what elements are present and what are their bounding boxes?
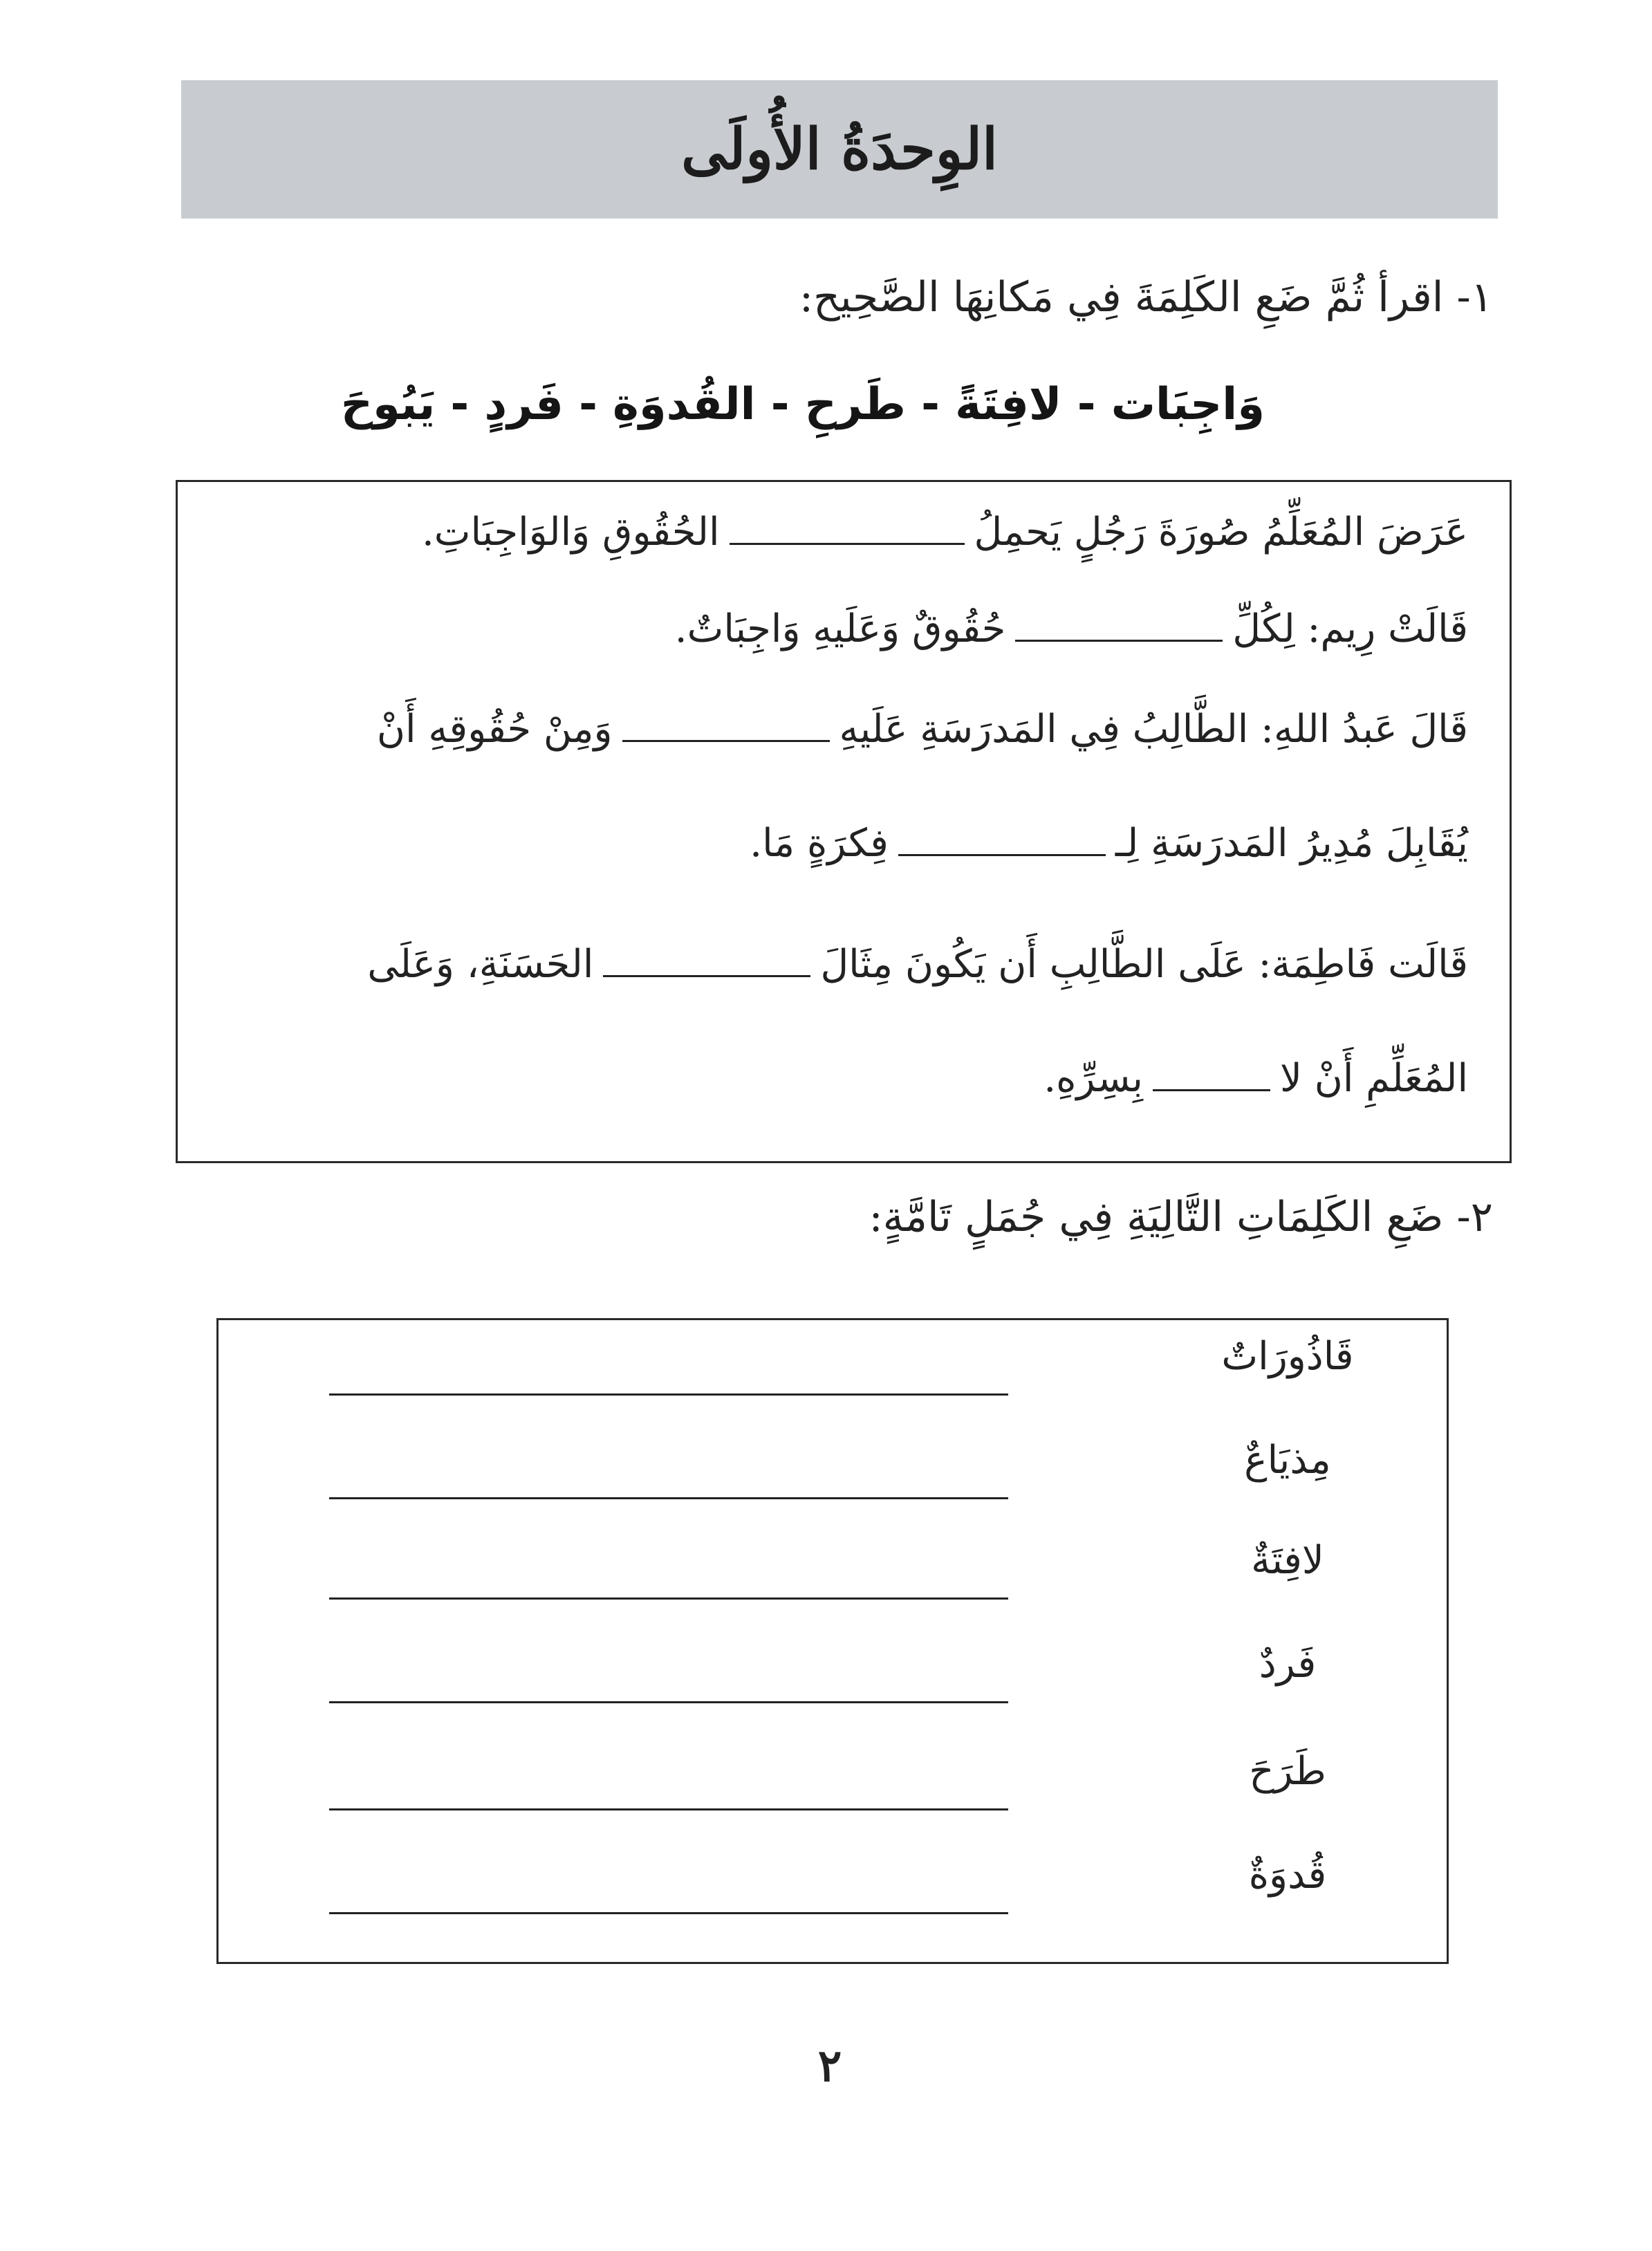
answer-line[interactable] bbox=[329, 1497, 1008, 1499]
page-number: ٢ bbox=[817, 2040, 842, 2092]
vocab-word: قُدوَةٌ bbox=[1248, 1853, 1327, 1898]
sentence-2-start: قَالَتْ رِيم: لِكُلِّ bbox=[1232, 606, 1468, 651]
vocab-word: طَرَحَ bbox=[1249, 1749, 1326, 1794]
vocab-word: فَردٌ bbox=[1259, 1642, 1317, 1687]
fill-sentence-6 bbox=[1043, 1056, 1468, 1101]
vocab-row bbox=[219, 1538, 1447, 1621]
answer-line[interactable] bbox=[329, 1912, 1008, 1914]
answer-line[interactable] bbox=[329, 1808, 1008, 1810]
vocab-row bbox=[219, 1853, 1447, 1936]
blank-4[interactable] bbox=[898, 853, 1106, 856]
vocab-row bbox=[219, 1334, 1447, 1417]
blank-2[interactable] bbox=[1015, 639, 1223, 642]
vocab-word: قَاذُورَاتٌ bbox=[1221, 1334, 1354, 1379]
answer-line[interactable] bbox=[329, 1701, 1008, 1703]
answer-line[interactable] bbox=[329, 1597, 1008, 1600]
sentence-1-start: عَرَضَ المُعَلِّمُ صُورَةَ رَجُلٍ يَحمِلُ bbox=[974, 510, 1468, 555]
sentence-3-end: وَمِنْ حُقُوقِهِ أَنْ bbox=[376, 707, 613, 752]
blank-3[interactable] bbox=[622, 739, 830, 742]
exercise-1-heading: ١- اقرأ ثُمَّ ضَعِ الكَلِمَةَ فِي مَكانِهَا الصَّحِيح: bbox=[799, 273, 1493, 322]
sentence-3-start: قَالَ عَبدُ اللهِ: الطَّالِبُ فِي المَدرَسَةِ عَلَيهِ bbox=[839, 707, 1468, 752]
sentence-1-end: الحُقُوقِ وَالوَاجِبَاتِ. bbox=[421, 510, 720, 555]
sentence-4-end: فِكرَةٍ مَا. bbox=[750, 821, 889, 866]
exercise-2-heading: ٢- ضَعِ الكَلِمَاتِ التَّالِيَةِ فِي جُمَلٍ تَامَّةٍ: bbox=[869, 1193, 1493, 1241]
fill-sentence-3 bbox=[377, 707, 1468, 752]
fill-sentence-4 bbox=[750, 821, 1468, 866]
sentence-6-end: بِسِرِّهِ. bbox=[1043, 1056, 1143, 1101]
vocab-row bbox=[219, 1438, 1447, 1521]
word-bank: وَاجِبَات - لافِتَةً - طَرحِ - القُدوَةِ - فَردٍ - يَبُوحَ bbox=[340, 379, 1265, 430]
fill-in-blanks-box bbox=[176, 480, 1512, 1163]
sentence-5-start: قَالَت فَاطِمَة: عَلَى الطَّالِبِ أَن يَكُونَ مِثَالَ bbox=[820, 942, 1468, 987]
sentence-4-start: يُقَابِلَ مُدِيرُ المَدرَسَةِ لِـ bbox=[1115, 821, 1468, 866]
blank-5[interactable] bbox=[603, 974, 810, 977]
unit-title-bar bbox=[181, 80, 1498, 219]
fill-sentence-2 bbox=[675, 606, 1468, 651]
sentence-2-end: حُقُوقٌ وَعَلَيهِ وَاجِبَاتٌ. bbox=[674, 606, 1006, 651]
vocab-word: لافِتَةٌ bbox=[1251, 1538, 1324, 1583]
fill-sentence-1 bbox=[422, 510, 1468, 555]
answer-line[interactable] bbox=[329, 1393, 1008, 1396]
sentence-5-end: الحَسَنَةِ، وَعَلَى bbox=[367, 942, 594, 987]
vocab-row bbox=[219, 1749, 1447, 1832]
blank-6[interactable] bbox=[1153, 1089, 1270, 1091]
vocab-word: مِذيَاعٌ bbox=[1244, 1438, 1331, 1483]
sentence-writing-box bbox=[216, 1318, 1449, 1964]
sentence-6-start: المُعَلِّمِ أَنْ لا bbox=[1279, 1056, 1468, 1101]
unit-title: الوِحدَةُ الأُولَى bbox=[681, 116, 998, 183]
blank-1[interactable] bbox=[730, 542, 965, 545]
fill-sentence-5 bbox=[367, 942, 1468, 987]
vocab-row bbox=[219, 1642, 1447, 1725]
